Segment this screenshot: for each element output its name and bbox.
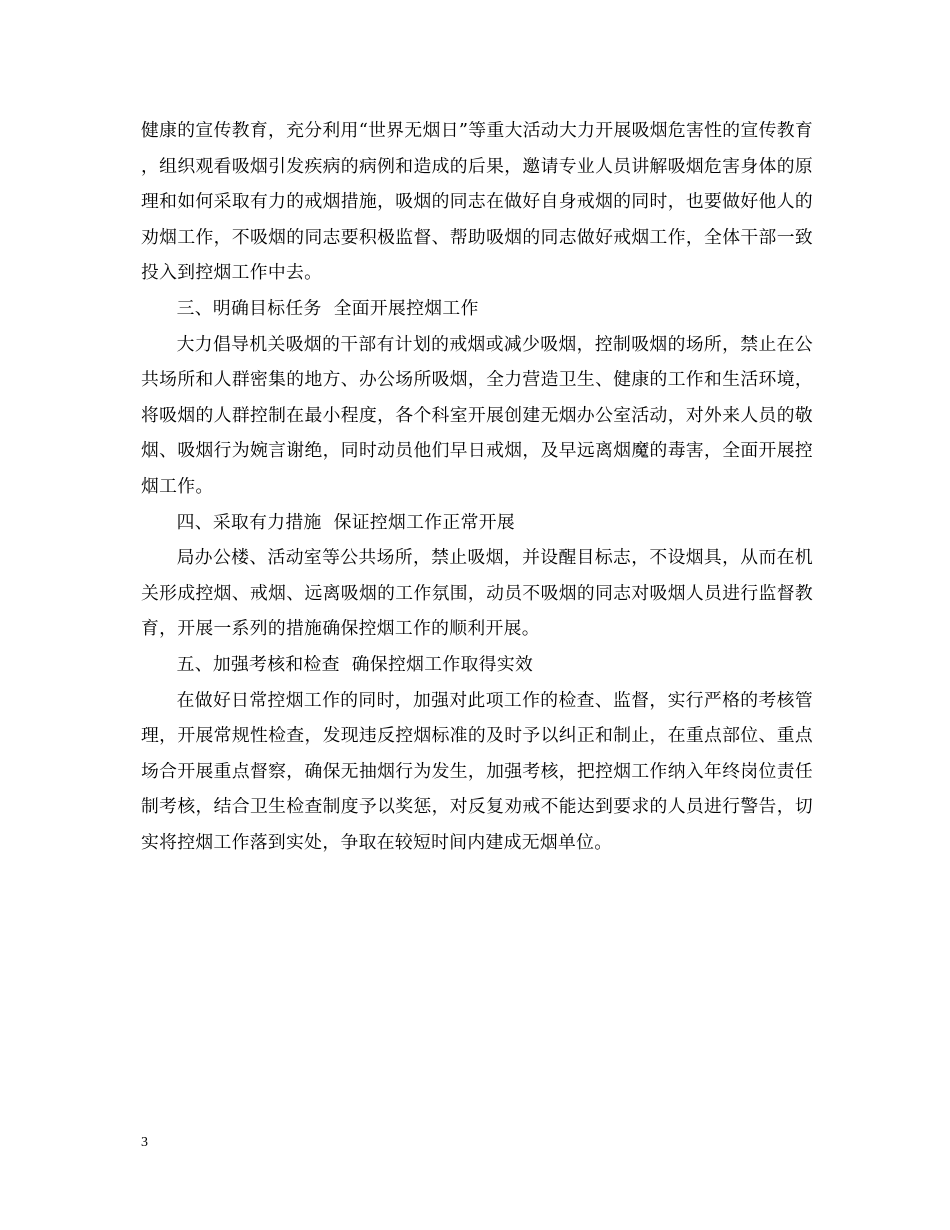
- section-heading-five: 五、加强考核和检查 确保控烟工作取得实效: [176, 653, 534, 675]
- paragraph-goals-tasks: 大力倡导机关吸烟的干部有计划的戒烟或减少吸烟，控制吸烟的场所，禁止在公共场所和人群密集的地方、办公场所吸烟，全力营造卫生、健康的工作和生活环境，将吸烟的人群控制在最小程度，各个科室开展创建无烟办公室活动，对外来人员的敬烟、吸烟行为婉言谢绝，同时动员他们早日戒烟，及早远离烟魔的毒害，全面开展控烟工作。: [141, 333, 813, 497]
- section-heading-three: 三、明确目标任务 全面开展控烟工作: [176, 297, 479, 319]
- section-heading-four: 四、采取有力措施 保证控烟工作正常开展: [176, 511, 515, 533]
- paragraph-assessment: 在做好日常控烟工作的同时，加强对此项工作的检查、监督，实行严格的考核管理，开展常规性检查，发现违反控烟标准的及时予以纠正和制止，在重点部位、重点场合开展重点督察，确保无抽烟行为发生，加强考核，把控烟工作纳入年终岗位责任制考核，结合卫生检查制度予以奖惩，对反复劝戒不能达到要求的人员进行警告，切实将控烟工作落到实处，争取在较短时间内建成无烟单位。: [141, 689, 813, 853]
- page-number: 3: [141, 1135, 148, 1150]
- paragraph-health-education: 健康的宣传教育，充分利用“世界无烟日”等重大活动大力开展吸烟危害性的宣传教育，组织观看吸烟引发疾病的病例和造成的后果，邀请专业人员讲解吸烟危害身体的原理和如何采取有力的戒烟措施，吸烟的同志在做好自身戒烟的同时，也要做好他人的劝烟工作，不吸烟的同志要积极监督、帮助吸烟的同志做好戒烟工作，全体干部一致投入到控烟工作中去。: [141, 120, 813, 284]
- paragraph-measures: 局办公楼、活动室等公共场所，禁止吸烟，并设醒目标志，不设烟具，从而在机关形成控烟、戒烟、远离吸烟的工作氛围，动员不吸烟的同志对吸烟人员进行监督教育，开展一系列的措施确保控烟工作的顺利开展。: [141, 547, 813, 640]
- document-body: [141, 113, 813, 860]
